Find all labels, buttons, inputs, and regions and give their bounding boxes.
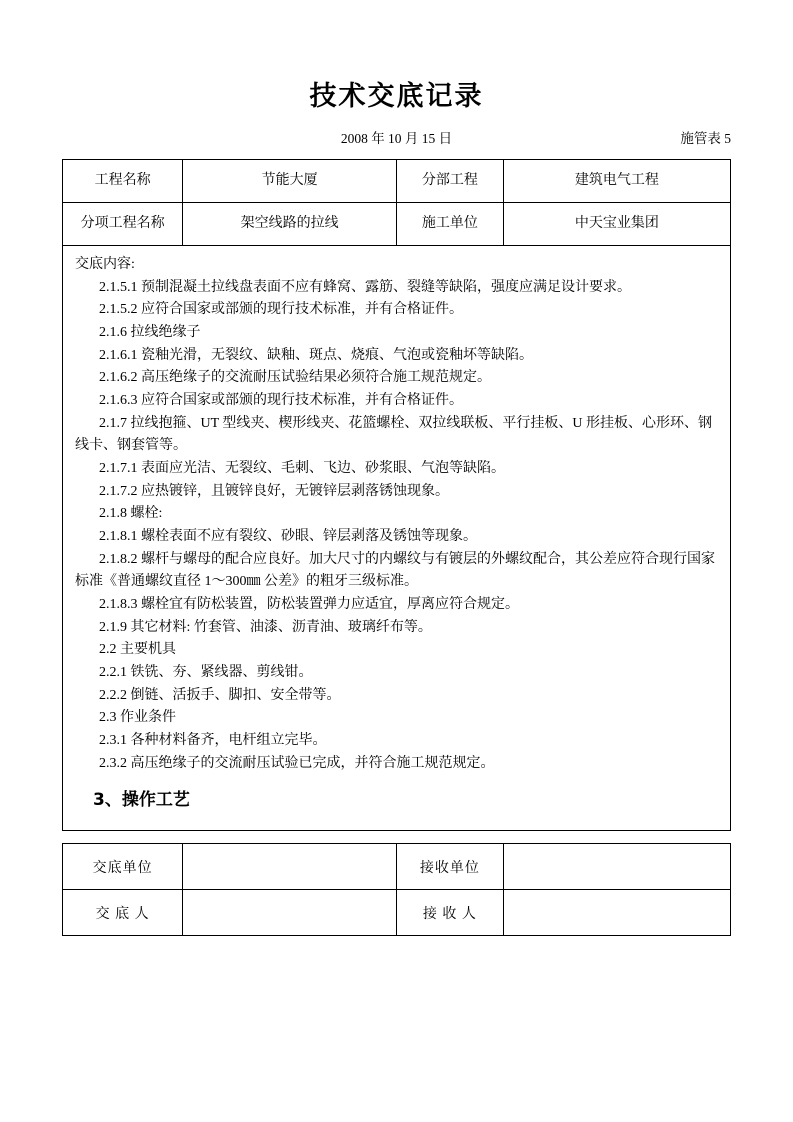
value-receiving-unit[interactable]: [503, 844, 730, 890]
label-handover-unit: 交底单位: [63, 844, 183, 890]
document-date: 2008 年 10 月 15 日: [340, 130, 453, 146]
content-paragraph: 2.2.2 倒链、活扳手、脚扣、安全带等。: [99, 687, 341, 703]
content-paragraph: 2.1.8 螺栓:: [99, 506, 163, 522]
content-paragraph: 2.1.6 拉线绝缘子: [99, 325, 201, 341]
content-paragraph: 2.1.7.2 应热镀锌，且镀锌良好，无镀锌层剥落锈蚀现象。: [99, 483, 449, 499]
content-paragraph: 2.3.1 各种材料备齐，电杆组立完毕。: [99, 733, 327, 749]
value-handover-unit[interactable]: [183, 844, 397, 890]
content-paragraph: 2.1.7.1 表面应光洁、无裂纹、毛刺、飞边、砂浆眼、气泡等缺陷。: [99, 461, 505, 477]
value-handover-person[interactable]: [183, 890, 397, 936]
page-title: 技术交底记录: [309, 81, 484, 112]
content-paragraph: 2.1.8.2 螺杆与螺母的配合应良好。加大尺寸的内螺纹与有镀层的外螺纹配合，其公差应符合现行国家标准《普通螺纹直径 1～300㎜ 公差》的粗牙三级标准。: [75, 551, 715, 590]
content-paragraph: 2.1.5.2 应符合国家或部颁的现行技术标准，并有合格证件。: [99, 302, 463, 318]
value-project-name: 节能大厦: [183, 159, 397, 202]
label-receiving-person: 接 收 人: [396, 890, 503, 936]
content-paragraph: 2.2 主要机具: [99, 642, 176, 658]
table-row: [63, 202, 731, 245]
info-table: [62, 159, 731, 832]
value-receiving-person[interactable]: [503, 890, 730, 936]
value-construction-unit: 中天宝业集团: [503, 202, 730, 245]
label-construction-unit: 施工单位: [396, 202, 503, 245]
label-handover-person: 交 底 人: [63, 890, 183, 936]
table-row: [63, 890, 731, 936]
content-paragraph: 2.1.9 其它材料: 竹套管、油漆、沥青油、玻璃纤布等。: [99, 619, 432, 635]
section-heading: 3、操作工艺: [93, 790, 190, 811]
table-row: [63, 159, 731, 202]
content-lead-label: 交底内容:: [75, 256, 135, 272]
content-paragraph-list: [75, 277, 718, 776]
content-paragraph: 2.1.8.1 螺栓表面不应有裂纹、砂眼、锌层剥落及锈蚀等现象。: [99, 529, 477, 545]
table-row: [63, 844, 731, 890]
label-project-name: 工程名称: [63, 159, 183, 202]
content-paragraph: 2.1.6.1 瓷釉光滑，无裂纹、缺釉、斑点、烧痕、气泡或瓷釉坏等缺陷。: [99, 347, 533, 363]
label-receiving-unit: 接收单位: [396, 844, 503, 890]
label-subsection-project: 分部工程: [396, 159, 503, 202]
signature-table: [62, 843, 731, 936]
content-paragraph: 2.3 作业条件: [99, 710, 176, 726]
content-paragraph: 2.1.6.3 应符合国家或部颁的现行技术标准，并有合格证件。: [99, 393, 463, 409]
label-subitem-name: 分项工程名称: [63, 202, 183, 245]
table-row-content: [63, 245, 731, 831]
content-paragraph: 2.1.7 拉线抱箍、UT 型线夹、楔形线夹、花篮螺栓、双拉线联板、平行挂板、U 形挂板、心形环、钢线卡、钢套管等。: [75, 415, 713, 454]
content-paragraph: 2.1.6.2 高压绝缘子的交流耐压试验结果必须符合施工规范规定。: [99, 370, 491, 386]
value-subsection-project: 建筑电气工程: [503, 159, 730, 202]
content-paragraph: 2.2.1 铁铣、夯、紧线器、剪线钳。: [99, 665, 313, 681]
value-subitem-name: 架空线路的拉线: [183, 202, 397, 245]
header-subline: [62, 127, 731, 147]
content-paragraph: 2.1.8.3 螺栓宜有防松装置，防松装置弹力应适宜，厚离应符合规定。: [99, 597, 519, 613]
content-cell: [63, 245, 731, 831]
form-number: 施管表 5: [680, 130, 731, 146]
content-paragraph: 2.3.2 高压绝缘子的交流耐压试验已完成，并符合施工规范规定。: [99, 755, 495, 771]
content-paragraph: 2.1.5.1 预制混凝土拉线盘表面不应有蜂窝、露筋、裂缝等缺陷，强度应满足设计要求。: [99, 279, 631, 295]
